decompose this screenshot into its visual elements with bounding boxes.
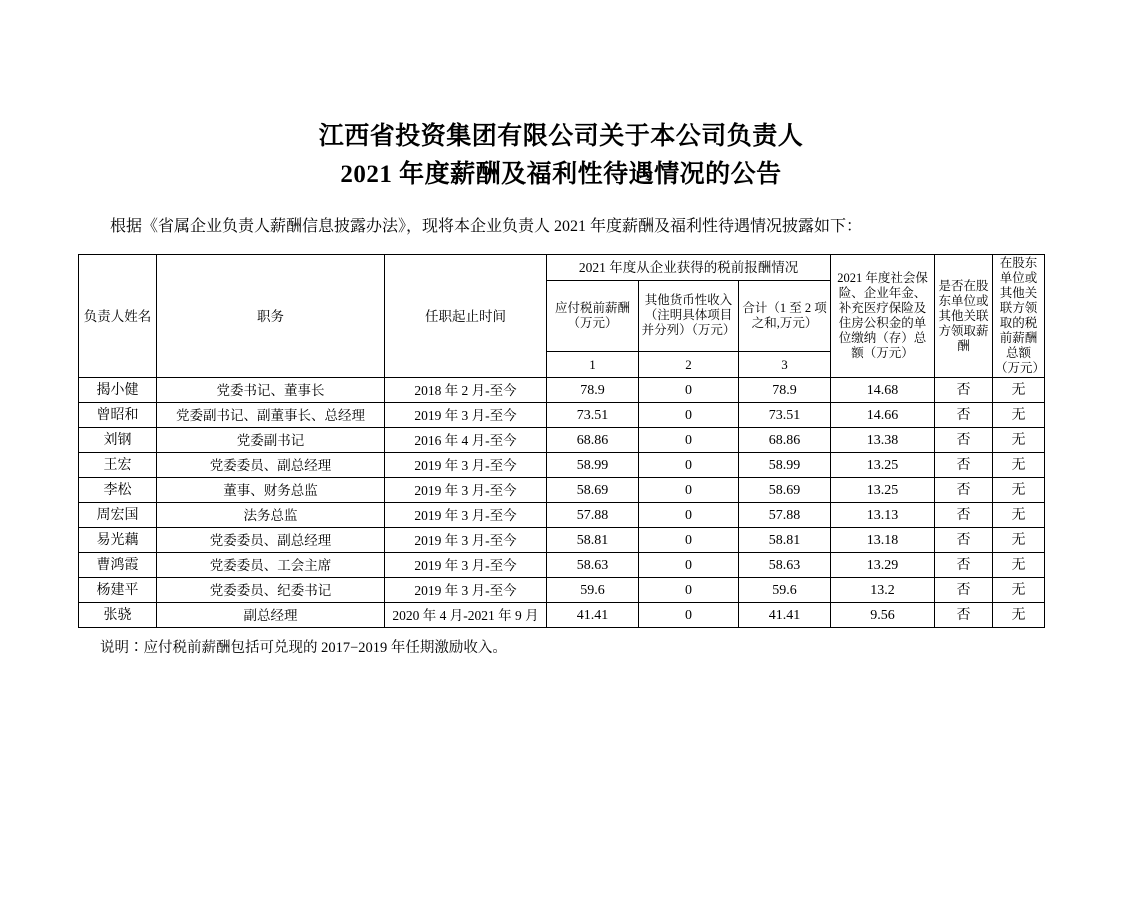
- header-term: 任职起止时间: [385, 255, 547, 378]
- table-row: [79, 503, 1045, 528]
- cell-other-cash: 0: [639, 603, 739, 628]
- cell-pretax-pay: 57.88: [547, 503, 639, 528]
- intro-paragraph: 根据《省属企业负责人薪酬信息披露办法》，现将本企业负责人 2021 年度薪酬及福利性待遇情况披露如下：: [110, 218, 863, 235]
- cell-pretax-pay: 78.9: [547, 378, 639, 403]
- cell-pretax-pay: 73.51: [547, 403, 639, 428]
- cell-insurance: 14.66: [831, 403, 935, 428]
- cell-post: 副总经理: [157, 603, 385, 628]
- cell-pretax-pay: 59.6: [547, 578, 639, 603]
- cell-post: 党委委员、纪委书记: [157, 578, 385, 603]
- cell-term: 2019 年 3 月-至今: [385, 553, 547, 578]
- cell-term: 2016 年 4 月-至今: [385, 428, 547, 453]
- cell-pretax-pay: 41.41: [547, 603, 639, 628]
- cell-term: 2019 年 3 月-至今: [385, 478, 547, 503]
- cell-name: 曹鸿霞: [79, 553, 157, 578]
- cell-shareholder-amount: 无: [993, 503, 1045, 528]
- header-num-3: 3: [739, 351, 831, 377]
- header-shareholder-pay: 是否在股东单位或其他关联方领取薪酬: [935, 255, 993, 378]
- cell-insurance: 13.2: [831, 578, 935, 603]
- cell-total: 78.9: [739, 378, 831, 403]
- cell-shareholder-pay: 否: [935, 553, 993, 578]
- header-post: 职务: [157, 255, 385, 378]
- cell-post: 法务总监: [157, 503, 385, 528]
- cell-post: 党委书记、董事长: [157, 378, 385, 403]
- cell-insurance: 13.25: [831, 453, 935, 478]
- table-row: [79, 553, 1045, 578]
- table-row: [79, 603, 1045, 628]
- header-other-cash: 其他货币性收入（注明具体项目并分列）（万元）: [639, 281, 739, 351]
- table-row: [79, 403, 1045, 428]
- cell-shareholder-pay: 否: [935, 578, 993, 603]
- cell-shareholder-pay: 否: [935, 403, 993, 428]
- cell-other-cash: 0: [639, 378, 739, 403]
- cell-name: 杨建平: [79, 578, 157, 603]
- cell-other-cash: 0: [639, 553, 739, 578]
- header-num-2: 2: [639, 351, 739, 377]
- cell-pretax-pay: 58.69: [547, 478, 639, 503]
- cell-shareholder-amount: 无: [993, 428, 1045, 453]
- cell-post: 党委委员、副总经理: [157, 528, 385, 553]
- cell-shareholder-amount: 无: [993, 453, 1045, 478]
- cell-pretax-pay: 58.81: [547, 528, 639, 553]
- table-row: [79, 428, 1045, 453]
- header-group-pretax: 2021 年度从企业获得的税前报酬情况: [547, 255, 831, 281]
- cell-name: 刘钢: [79, 428, 157, 453]
- cell-name: 揭小健: [79, 378, 157, 403]
- cell-post: 党委委员、副总经理: [157, 453, 385, 478]
- cell-pretax-pay: 68.86: [547, 428, 639, 453]
- cell-insurance: 13.18: [831, 528, 935, 553]
- table-row: [79, 378, 1045, 403]
- cell-shareholder-pay: 否: [935, 478, 993, 503]
- cell-total: 57.88: [739, 503, 831, 528]
- header-shareholder-amount: 在股东单位或其他关联方领取的税前薪酬总额（万元）: [993, 255, 1045, 378]
- cell-pretax-pay: 58.63: [547, 553, 639, 578]
- cell-term: 2019 年 3 月-至今: [385, 528, 547, 553]
- header-insurance: 2021 年度社会保险、企业年金、补充医疗保险及住房公积金的单位缴纳（存）总额（万元）: [831, 255, 935, 378]
- cell-name: 张骁: [79, 603, 157, 628]
- cell-total: 58.99: [739, 453, 831, 478]
- cell-total: 58.63: [739, 553, 831, 578]
- cell-insurance: 13.29: [831, 553, 935, 578]
- document-title: [0, 118, 1122, 194]
- cell-total: 68.86: [739, 428, 831, 453]
- cell-post: 党委副书记: [157, 428, 385, 453]
- cell-shareholder-amount: 无: [993, 378, 1045, 403]
- cell-other-cash: 0: [639, 453, 739, 478]
- cell-total: 58.69: [739, 478, 831, 503]
- cell-term: 2019 年 3 月-至今: [385, 403, 547, 428]
- cell-term: 2019 年 3 月-至今: [385, 578, 547, 603]
- cell-name: 易光藕: [79, 528, 157, 553]
- table-row: [79, 528, 1045, 553]
- cell-other-cash: 0: [639, 503, 739, 528]
- salary-table: [78, 254, 1045, 628]
- cell-other-cash: 0: [639, 578, 739, 603]
- cell-shareholder-amount: 无: [993, 403, 1045, 428]
- cell-other-cash: 0: [639, 403, 739, 428]
- table-body: [79, 378, 1045, 628]
- cell-name: 王宏: [79, 453, 157, 478]
- document-page: [0, 118, 1122, 911]
- table-row: [79, 478, 1045, 503]
- table-row: [79, 453, 1045, 478]
- cell-shareholder-amount: 无: [993, 478, 1045, 503]
- cell-post: 党委委员、工会主席: [157, 553, 385, 578]
- cell-total: 73.51: [739, 403, 831, 428]
- cell-term: 2018 年 2 月-至今: [385, 378, 547, 403]
- cell-pretax-pay: 58.99: [547, 453, 639, 478]
- cell-total: 59.6: [739, 578, 831, 603]
- cell-term: 2019 年 3 月-至今: [385, 453, 547, 478]
- salary-table-wrapper: [78, 254, 1044, 628]
- cell-shareholder-pay: 否: [935, 378, 993, 403]
- cell-shareholder-amount: 无: [993, 528, 1045, 553]
- cell-other-cash: 0: [639, 528, 739, 553]
- cell-shareholder-pay: 否: [935, 528, 993, 553]
- cell-shareholder-pay: 否: [935, 503, 993, 528]
- cell-insurance: 13.25: [831, 478, 935, 503]
- cell-shareholder-amount: 无: [993, 603, 1045, 628]
- cell-term: 2020 年 4 月-2021 年 9 月: [385, 603, 547, 628]
- table-header: [79, 255, 1045, 378]
- cell-post: 党委副书记、副董事长、总经理: [157, 403, 385, 428]
- cell-term: 2019 年 3 月-至今: [385, 503, 547, 528]
- cell-other-cash: 0: [639, 428, 739, 453]
- cell-shareholder-amount: 无: [993, 578, 1045, 603]
- cell-name: 周宏国: [79, 503, 157, 528]
- cell-other-cash: 0: [639, 478, 739, 503]
- header-row-1: [79, 255, 1045, 281]
- table-row: [79, 578, 1045, 603]
- title-line-1: 江西省投资集团有限公司关于本公司负责人: [318, 123, 804, 150]
- cell-insurance: 9.56: [831, 603, 935, 628]
- cell-insurance: 14.68: [831, 378, 935, 403]
- cell-post: 董事、财务总监: [157, 478, 385, 503]
- title-line-2: 2021 年度薪酬及福利性待遇情况的公告: [340, 161, 782, 188]
- table-note: 说明∶应付税前薪酬包括可兑现的 2017−2019 年任期激励收入。: [100, 640, 507, 656]
- cell-shareholder-pay: 否: [935, 453, 993, 478]
- cell-shareholder-pay: 否: [935, 603, 993, 628]
- cell-name: 李松: [79, 478, 157, 503]
- cell-total: 58.81: [739, 528, 831, 553]
- cell-shareholder-pay: 否: [935, 428, 993, 453]
- cell-total: 41.41: [739, 603, 831, 628]
- cell-shareholder-amount: 无: [993, 553, 1045, 578]
- cell-insurance: 13.13: [831, 503, 935, 528]
- header-pretax-pay: 应付税前薪酬（万元）: [547, 281, 639, 351]
- header-num-1: 1: [547, 351, 639, 377]
- cell-name: 曾昭和: [79, 403, 157, 428]
- header-total: 合计（1 至 2 项之和,万元）: [739, 281, 831, 351]
- cell-insurance: 13.38: [831, 428, 935, 453]
- header-name: 负责人姓名: [79, 255, 157, 378]
